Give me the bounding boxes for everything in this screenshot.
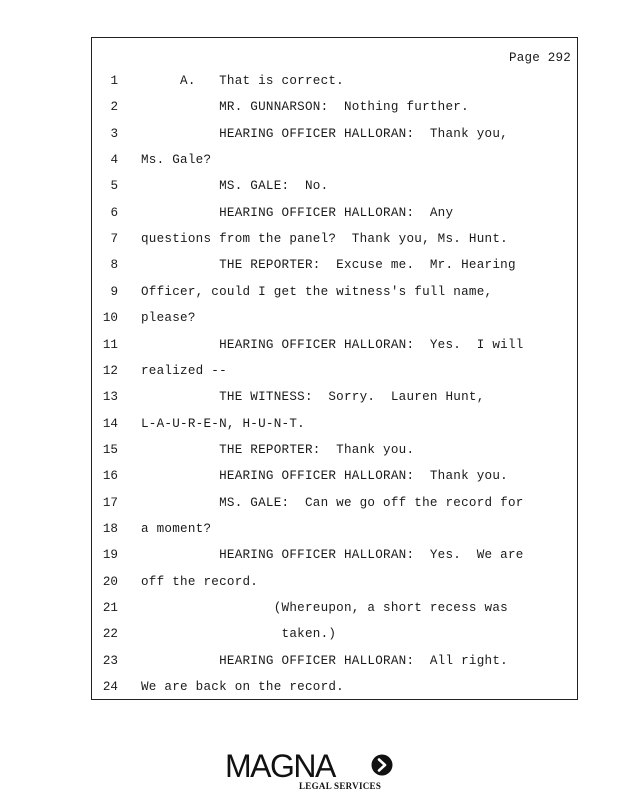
line-text: questions from the panel? Thank you, Ms. Hunt. <box>141 232 508 247</box>
line-number: 1 <box>110 74 118 88</box>
line-number: 7 <box>110 232 118 247</box>
line-number: 18 <box>102 521 118 536</box>
line-number: 5 <box>110 179 118 194</box>
transcript-line <box>92 625 577 643</box>
line-text: HEARING OFFICER HALLORAN: Any <box>141 205 454 220</box>
transcript-line <box>92 573 577 591</box>
logo-subtitle: LEGAL SERVICES <box>299 781 382 791</box>
line-number: 14 <box>102 416 118 431</box>
line-text: MR. GUNNARSON: Nothing further. <box>141 100 469 115</box>
line-number: 22 <box>102 627 118 642</box>
line-number: 23 <box>102 653 118 668</box>
line-number: 16 <box>102 469 118 484</box>
line-text: realized -- <box>141 363 227 378</box>
transcript-line <box>92 204 577 222</box>
line-number: 2 <box>110 100 118 115</box>
line-number: 24 <box>102 680 118 695</box>
transcript-line <box>92 177 577 195</box>
line-text: HEARING OFFICER HALLORAN: All right. <box>141 653 508 668</box>
line-text: L-A-U-R-E-N, H-U-N-T. <box>141 416 305 431</box>
transcript-line <box>92 256 577 274</box>
transcript-line <box>92 652 577 670</box>
logo-wordmark: MAGNA <box>225 748 335 784</box>
transcript-line <box>92 125 577 143</box>
line-number: 11 <box>102 337 118 352</box>
line-number: 4 <box>110 153 118 168</box>
line-text: HEARING OFFICER HALLORAN: Yes. We are <box>141 548 524 563</box>
line-number: 6 <box>110 205 118 220</box>
line-number: 12 <box>102 363 118 378</box>
line-text: a moment? <box>141 521 212 536</box>
line-text: THE REPORTER: Thank you. <box>141 442 415 457</box>
transcript-line <box>92 546 577 564</box>
transcript-line <box>92 678 577 696</box>
transcript-line <box>92 72 577 90</box>
transcript-line <box>92 494 577 512</box>
chevron-right-circle-icon <box>371 754 393 776</box>
transcript-line <box>92 599 577 617</box>
transcript-page <box>91 37 578 700</box>
line-text: MS. GALE: Can we go off the record for <box>141 495 524 510</box>
line-text: Officer, could I get the witness's full name, <box>141 284 493 299</box>
line-text: taken.) <box>141 627 337 642</box>
line-number: 9 <box>110 284 118 299</box>
transcript-line <box>92 441 577 459</box>
line-text: please? <box>141 311 196 326</box>
transcript-line <box>92 230 577 248</box>
page-number: Page 292 <box>508 51 571 65</box>
line-text: HEARING OFFICER HALLORAN: Yes. I will <box>141 337 524 352</box>
line-number: 3 <box>110 126 118 141</box>
line-text: THE REPORTER: Excuse me. Mr. Hearing <box>141 258 516 273</box>
transcript-line <box>92 336 577 354</box>
line-number: 21 <box>102 601 118 615</box>
line-text: MS. GALE: No. <box>141 179 329 194</box>
line-text: (Whereupon, a short recess was <box>141 601 508 615</box>
line-text: We are back on the record. <box>141 680 344 695</box>
line-text: THE WITNESS: Sorry. Lauren Hunt, <box>141 390 485 405</box>
transcript-line <box>92 467 577 485</box>
transcript-line <box>92 151 577 169</box>
line-number: 13 <box>102 390 118 405</box>
transcript-line <box>92 283 577 301</box>
transcript-line <box>92 520 577 538</box>
line-number: 15 <box>102 442 118 457</box>
transcript-line <box>92 415 577 433</box>
transcript-line <box>92 362 577 380</box>
line-text: A. That is correct. <box>141 74 344 88</box>
line-text: Ms. Gale? <box>141 153 212 168</box>
transcript-line <box>92 98 577 116</box>
line-text: off the record. <box>141 574 259 589</box>
line-number: 19 <box>102 548 118 563</box>
line-number: 10 <box>102 311 118 326</box>
transcript-line <box>92 309 577 327</box>
magna-logo <box>225 748 395 794</box>
line-text: HEARING OFFICER HALLORAN: Thank you, <box>141 126 508 141</box>
line-number: 8 <box>110 258 118 273</box>
line-number: 20 <box>102 574 118 589</box>
line-text: HEARING OFFICER HALLORAN: Thank you. <box>141 469 508 484</box>
line-number: 17 <box>102 495 118 510</box>
transcript-line <box>92 388 577 406</box>
